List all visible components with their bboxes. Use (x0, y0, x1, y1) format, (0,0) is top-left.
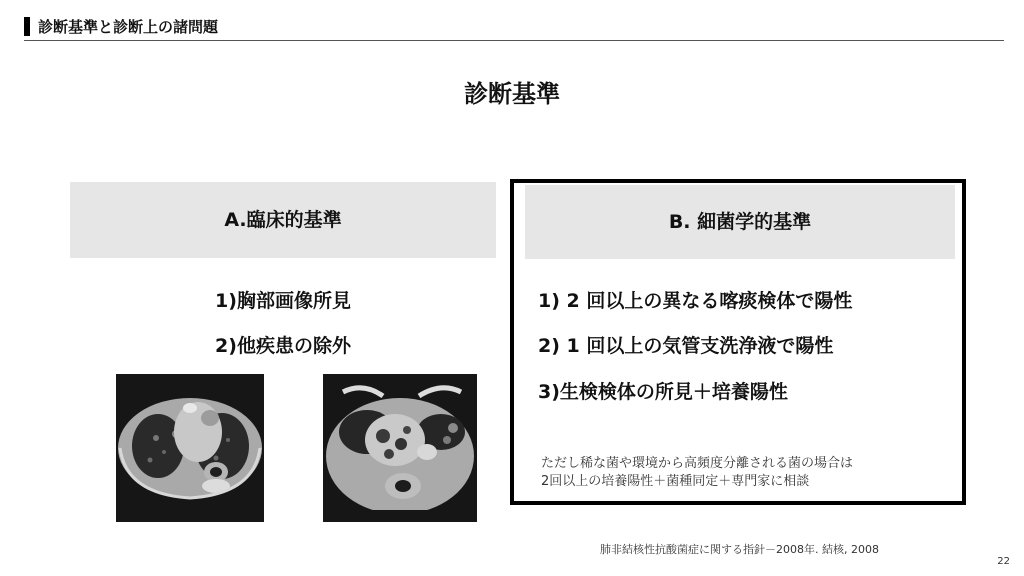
section-header (24, 14, 1004, 41)
section-title: 診断基準と診断上の諸問題 (38, 18, 219, 36)
bacteriological-item-sputum: 1) 2 回以上の異なる喀痰検体で陽性 (538, 290, 853, 312)
page-number: 22 (997, 556, 1010, 567)
note-line-1: ただし稀な菌や環境から高頻度分離される菌の場合は (541, 456, 854, 471)
rare-species-note (541, 455, 853, 491)
bacteriological-item-bronchial-wash: 2) 1 回以上の気管支洗浄液で陽性 (538, 335, 834, 357)
bacteriological-criteria-header: B. 細菌学的基準 (525, 185, 955, 259)
note-line-2: 2回以上の培養陽性＋菌種同定＋専門家に相談 (541, 474, 810, 489)
clinical-item-chest-imaging: 1)胸部画像所見 (215, 290, 351, 312)
section-marker (24, 17, 30, 36)
chest-ct-image-2 (323, 374, 477, 522)
clinical-criteria-header: A.臨床的基準 (70, 182, 496, 258)
citation: 肺非結核性抗酸菌症に関する指針－2008年. 結核, 2008 (600, 543, 879, 556)
clinical-item-exclusion: 2)他疾患の除外 (215, 335, 351, 357)
bacteriological-item-biopsy: 3)生検検体の所見＋培養陽性 (538, 381, 788, 403)
slide-title: 診断基準 (464, 80, 560, 108)
chest-ct-image-1 (116, 374, 264, 522)
